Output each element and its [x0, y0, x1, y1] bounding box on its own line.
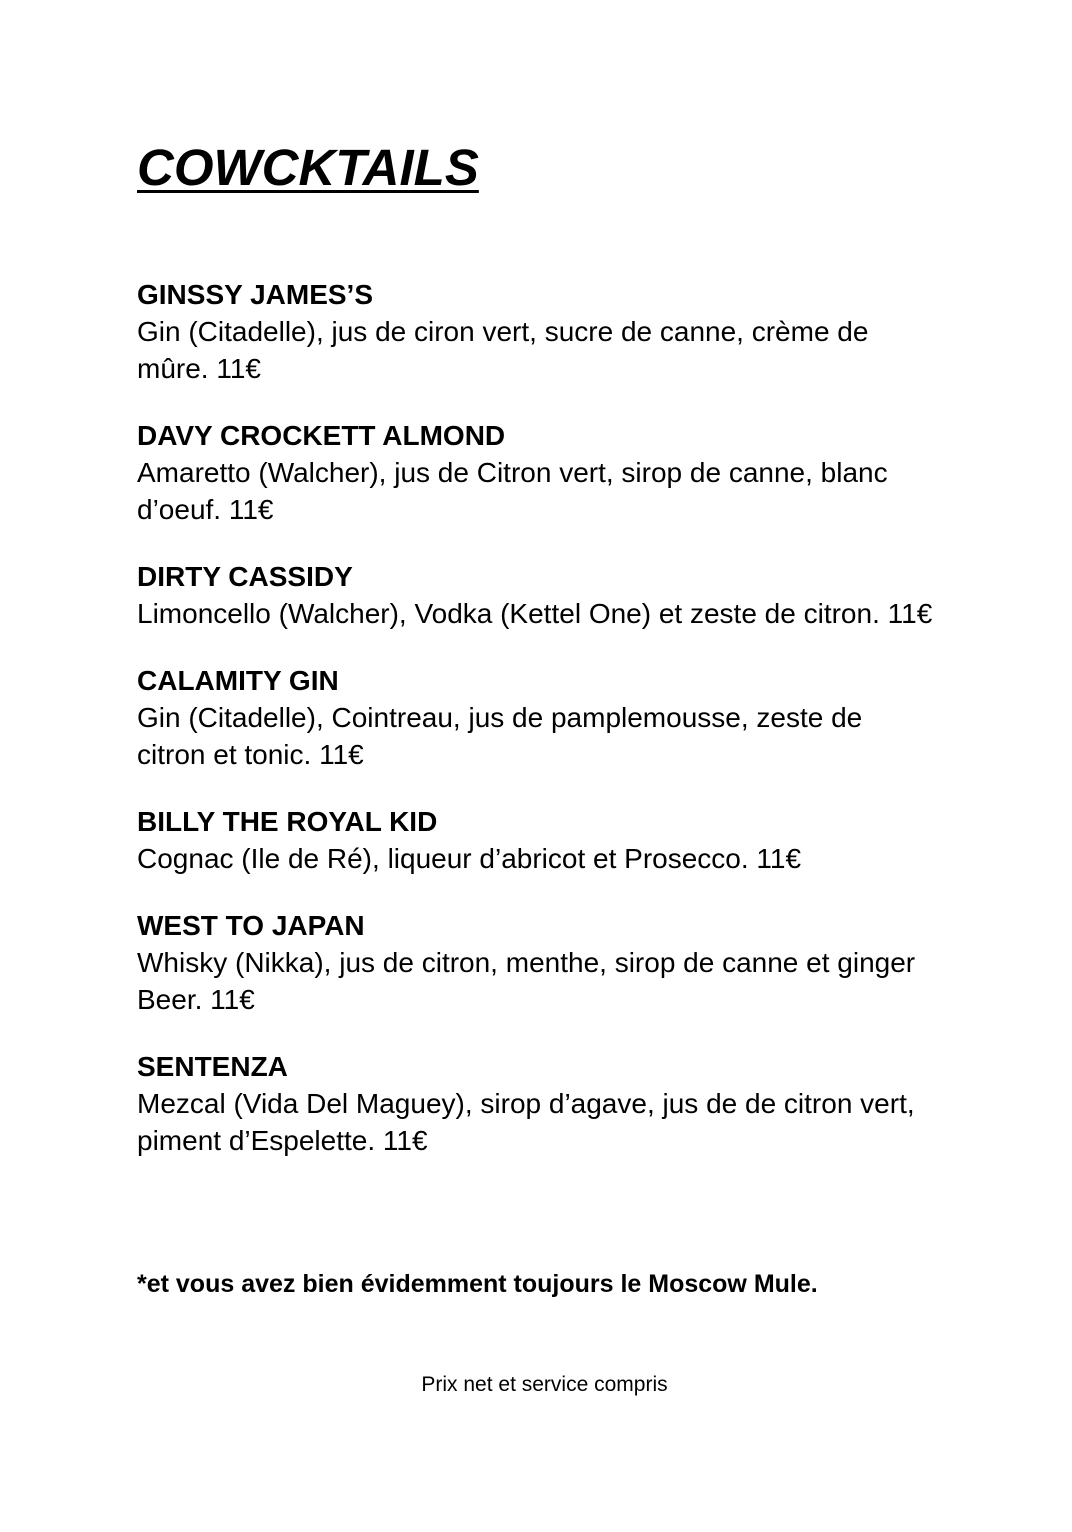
moscow-mule-note: *et vous avez bien évidemment toujours le Moscow Mule.: [137, 1270, 818, 1298]
cocktail-item: [137, 662, 937, 773]
cocktail-item: [137, 803, 937, 877]
cocktail-name: CALAMITY GIN: [137, 665, 339, 696]
cocktail-name: GINSSY JAMES’S: [137, 279, 374, 310]
cocktail-item: [137, 558, 937, 632]
cocktail-description: Limoncello (Walcher), Vodka (Kettel One) et zeste de citron. 11€: [137, 598, 933, 629]
cocktail-description: Cognac (Ile de Ré), liqueur d’abricot et Prosecco. 11€: [137, 843, 802, 874]
cocktail-description: Whisky (Nikka), jus de citron, menthe, sirop de canne et ginger Beer. 11€: [137, 947, 916, 1015]
cocktail-name: DIRTY CASSIDY: [137, 561, 353, 592]
cocktail-description: Mezcal (Vida Del Maguey), sirop d’agave, jus de de citron vert, piment d’Espelette. 11€: [137, 1088, 915, 1156]
cocktail-description: Amaretto (Walcher), jus de Citron vert, sirop de canne, blanc d’oeuf. 11€: [137, 457, 888, 525]
cocktail-item: [137, 1048, 937, 1159]
cocktail-item: [137, 417, 937, 528]
menu-title: COWCKTAILS: [137, 139, 479, 196]
cocktail-name: WEST TO JAPAN: [137, 910, 365, 941]
cocktail-name: BILLY THE ROYAL KID: [137, 806, 438, 837]
cocktail-item: [137, 276, 937, 387]
cocktail-item: [137, 907, 937, 1018]
cocktail-name: SENTENZA: [137, 1051, 288, 1082]
price-footer: Prix net et service compris: [421, 1373, 668, 1396]
cocktail-description: Gin (Citadelle), Cointreau, jus de pamplemousse, zeste de citron et tonic. 11€: [137, 702, 863, 770]
cocktail-description: Gin (Citadelle), jus de ciron vert, sucre de canne, crème de mûre. 11€: [137, 316, 869, 384]
cocktail-list: [137, 276, 937, 1189]
cocktail-name: DAVY CROCKETT ALMOND: [137, 420, 506, 451]
